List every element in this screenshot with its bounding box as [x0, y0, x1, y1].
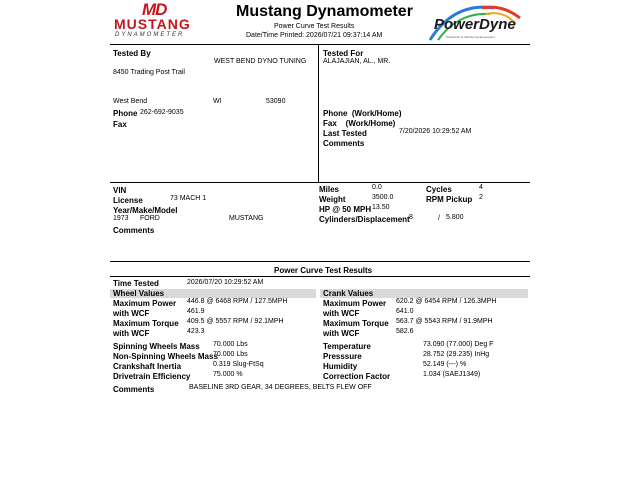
- time-tested-value: 2026/07/20 10:29:52 AM: [187, 279, 264, 286]
- weight-label: Weight: [319, 195, 346, 204]
- license-value: 73 MACH 1: [170, 195, 207, 202]
- displacement-slash: /: [438, 215, 440, 222]
- wheel-wcf2-label: with WCF: [113, 329, 150, 338]
- drivetrain-efficiency-value: 75.000 %: [213, 371, 243, 378]
- miles-label: Miles: [319, 185, 340, 194]
- hp50-value: 13.50: [372, 204, 390, 211]
- hp50-label: HP @ 50 MPH: [319, 205, 372, 214]
- header-divider: [110, 44, 530, 45]
- report-title: Mustang Dynamometer: [236, 3, 413, 20]
- ymm-label: Year/Make/Model: [113, 206, 178, 215]
- drivetrain-efficiency-label: Drivetrain Efficiency: [113, 372, 191, 381]
- tested-by-zip: 53090: [266, 98, 286, 105]
- mustang-logo: [112, 2, 212, 40]
- crankshaft-inertia-label: Crankshaft Inertia: [113, 362, 182, 371]
- wheel-wcf1-value: 461.9: [187, 308, 205, 315]
- tested-by-phone-label: Phone: [113, 109, 138, 118]
- crank-values-title: Crank Values: [323, 289, 374, 298]
- results-comments-label: Comments: [113, 385, 155, 394]
- powerdyne-logo: [424, 4, 528, 42]
- displacement-value: 5.800: [446, 214, 464, 221]
- temperature-value: 73.090 (77.000) Deg F: [423, 341, 494, 348]
- results-comments-value: BASELINE 3RD GEAR, 34 DEGREES, BELTS FLEW OFF: [189, 384, 372, 391]
- humidity-value: 52.149 (---) %: [423, 361, 467, 368]
- info-divider: [110, 182, 530, 183]
- info-column-divider: [318, 44, 319, 182]
- crank-wcf1-value: 641.0: [396, 308, 414, 315]
- crank-max-power-label: Maximum Power: [323, 299, 387, 308]
- vin-label: VIN: [113, 186, 127, 195]
- time-tested-label: Time Tested: [113, 279, 159, 288]
- tested-by-state: WI: [213, 98, 222, 105]
- temperature-label: Temperature: [323, 342, 371, 351]
- md-mark: MD: [142, 0, 167, 19]
- tested-for-phone-label: Phone (Work/Home): [323, 109, 402, 118]
- crank-max-power-value: 620.2 @ 6454 RPM / 126.3MPH: [396, 298, 497, 305]
- tested-by-phone: 262-692-9035: [140, 109, 184, 116]
- weight-value: 3500.0: [372, 194, 394, 201]
- crankshaft-inertia-value: 0.319 Slug-FtSq: [213, 361, 264, 368]
- nonspinning-mass-label: Non-Spinning Wheels Mass: [113, 352, 218, 361]
- vehicle-comments-label: Comments: [113, 226, 155, 235]
- wheel-max-power-value: 446.8 @ 6468 RPM / 127.5MPH: [187, 298, 288, 305]
- last-tested-label: Last Tested: [323, 129, 367, 138]
- wheel-max-torque-value: 409.5 @ 5557 RPM / 92.1MPH: [187, 318, 284, 325]
- tested-for-comments-label: Comments: [323, 139, 365, 148]
- model-value: MUSTANG: [229, 215, 264, 222]
- wheel-wcf1-label: with WCF: [113, 309, 150, 318]
- pressure-value: 28.752 (29.235) InHg: [423, 351, 490, 358]
- crank-wcf1-label: with WCF: [323, 309, 360, 318]
- make-value: FORD: [140, 215, 160, 222]
- report-subtitle: Power Curve Test Results: [274, 23, 355, 30]
- results-title-divider: [110, 276, 530, 277]
- vehicle-divider: [110, 261, 530, 262]
- powerdyne-wordmark: PowerDyne: [434, 16, 516, 33]
- correction-factor-value: 1.034 (SAEJ1349): [423, 371, 481, 378]
- year-value: 1973: [113, 215, 129, 222]
- cycles-value: 4: [479, 184, 483, 191]
- crank-max-torque-value: 563.7 @ 5543 RPM / 91.9MPH: [396, 318, 493, 325]
- mustang-wordmark: MUSTANG: [114, 16, 191, 32]
- spinning-mass-label: Spinning Wheels Mass: [113, 342, 200, 351]
- license-label: License: [113, 196, 143, 205]
- tested-by-address: 8450 Trading Post Trail: [113, 69, 185, 76]
- rpm-pickup-value: 2: [479, 194, 483, 201]
- tested-for-name: ALAJAJIAN, AL., MR.: [323, 58, 391, 65]
- correction-factor-label: Correction Factor: [323, 372, 391, 381]
- tested-by-company: WEST BEND DYNO TUNING: [214, 58, 307, 65]
- wheel-max-torque-label: Maximum Torque: [113, 319, 179, 328]
- powerdyne-tagline: Powertrain & Vehicle Dynamometers: [446, 35, 495, 39]
- cylinders-label: Cylinders/Displacement: [319, 215, 410, 224]
- wheel-values-title: Wheel Values: [113, 289, 165, 298]
- humidity-label: Humidity: [323, 362, 358, 371]
- results-title: Power Curve Test Results: [274, 266, 373, 275]
- tested-by-city: West Bend: [113, 98, 148, 105]
- wheel-wcf2-value: 423.3: [187, 328, 205, 335]
- rpm-pickup-label: RPM Pickup: [426, 195, 473, 204]
- tested-for-label: Tested For: [323, 49, 364, 58]
- pressure-label: Presssure: [323, 352, 362, 361]
- wheel-max-power-label: Maximum Power: [113, 299, 177, 308]
- spinning-mass-value: 70.000 Lbs: [213, 341, 248, 348]
- date-printed: Date/Time Printed: 2026/07/21 09:37:14 AM: [246, 32, 383, 39]
- tested-for-fax-label: Fax (Work/Home): [323, 119, 396, 128]
- dynamometer-wordmark: DYNAMOMETER: [115, 32, 185, 38]
- tested-by-label: Tested By: [113, 49, 151, 58]
- cycles-label: Cycles: [426, 185, 452, 194]
- last-tested-value: 7/20/2026 10:29:52 AM: [399, 128, 472, 135]
- crank-max-torque-label: Maximum Torque: [323, 319, 389, 328]
- miles-value: 0.0: [372, 184, 382, 191]
- crank-wcf2-label: with WCF: [323, 329, 360, 338]
- cylinders-value: 8: [409, 214, 413, 221]
- nonspinning-mass-value: 70.000 Lbs: [213, 351, 248, 358]
- crank-wcf2-value: 582.6: [396, 328, 414, 335]
- tested-by-fax-label: Fax: [113, 120, 127, 129]
